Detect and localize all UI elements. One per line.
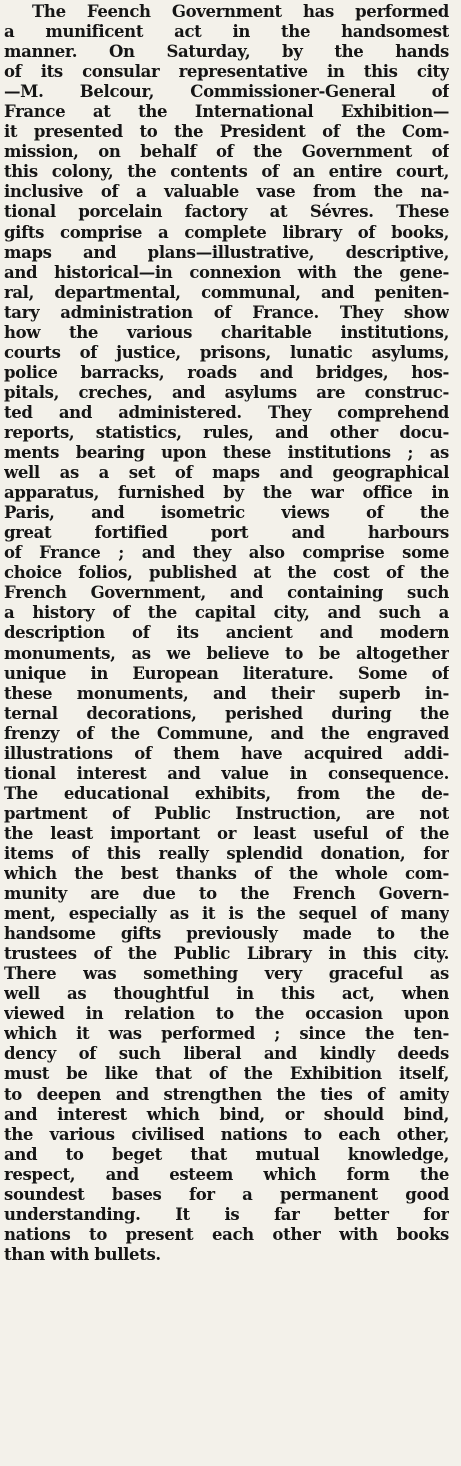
article-line: French Government, and containing such [4, 583, 449, 603]
article-line: the least important or least useful of the [4, 823, 449, 843]
article-line: manner. On Saturday, by the hands [4, 42, 449, 62]
article-line: ted and administered. They comprehend [4, 402, 449, 422]
article-line: The educational exhibits, from the de- [4, 783, 449, 803]
article-line: maps and plans—illustrative, descriptive, [4, 242, 449, 262]
article-line: a history of the capital city, and such a [4, 603, 449, 623]
article-line: respect, and esteem which form the [4, 1164, 449, 1184]
article-line: and interest which bind, or should bind, [4, 1104, 449, 1124]
article-line: France at the International Exhibition— [4, 102, 449, 122]
article-line: police barracks, roads and bridges, hos- [4, 362, 449, 382]
article-line: description of its ancient and modern [4, 623, 449, 643]
article-line: pitals, creches, and asylums are construc- [4, 382, 449, 402]
article-line: munity are due to the French Govern- [4, 884, 449, 904]
article-line: apparatus, furnished by the war office in [4, 483, 449, 503]
article-line: viewed in relation to the occasion upon [4, 1004, 449, 1024]
article-line: which the best thanks of the whole com- [4, 864, 449, 884]
article-line: frenzy of the Commune, and the engraved [4, 723, 449, 743]
article-line: of its consular representative in this city [4, 62, 449, 82]
article-line: this colony, the contents of an entire court, [4, 162, 449, 182]
article-line: than with bullets. [4, 1244, 161, 1264]
article-line: these monuments, and their superb in- [4, 683, 449, 703]
article-line: understanding. It is far better for [4, 1204, 449, 1224]
article-line: it presented to the President of the Com- [4, 122, 449, 142]
article-line: the various civilised nations to each other, [4, 1124, 449, 1144]
article-line: and to beget that mutual knowledge, [4, 1144, 449, 1164]
article-line: ternal decorations, perished during the [4, 703, 449, 723]
article-line: well as a set of maps and geographical [4, 463, 449, 483]
article-line: ral, departmental, communal, and peniten- [4, 282, 449, 302]
article-line: great fortified port and harbours [4, 523, 449, 543]
article-line: soundest bases for a permanent good [4, 1184, 449, 1204]
article-line: of France ; and they also comprise some [4, 543, 449, 563]
article-line: reports, statistics, rules, and other docu- [4, 422, 449, 442]
article-line: trustees of the Public Library in this city. [4, 944, 449, 964]
article-line: monuments, as we believe to be altogether [4, 643, 449, 663]
article-line: inclusive of a valuable vase from the na- [4, 182, 449, 202]
article-line: must be like that of the Exhibition itself, [4, 1064, 449, 1084]
article-line: illustrations of them have acquired addi- [4, 743, 449, 763]
article-line: gifts comprise a complete library of books, [4, 222, 449, 242]
article-line: Paris, and isometric views of the [4, 503, 449, 523]
article-line: courts of justice, prisons, lunatic asylums, [4, 342, 449, 362]
article-line: tional porcelain factory at Sévres. These [4, 202, 449, 222]
article-line: nations to present each other with books [4, 1224, 449, 1244]
article-line: well as thoughtful in this act, when [4, 984, 449, 1004]
article-line: which it was performed ; since the ten- [4, 1024, 449, 1044]
article-line: choice folios, published at the cost of the [4, 563, 449, 583]
article-line: and historical—in connexion with the gene- [4, 262, 449, 282]
article-line: dency of such liberal and kindly deeds [4, 1044, 449, 1064]
article-line: tional interest and value in consequence. [4, 763, 449, 783]
article-line: a munificent act in the handsomest [4, 22, 449, 42]
article-line: handsome gifts previously made to the [4, 924, 449, 944]
article-line: —M. Belcour, Commissioner-General of [4, 82, 449, 102]
article-line: how the various charitable institutions, [4, 322, 449, 342]
article-line: items of this really splendid donation, for [4, 843, 449, 863]
article-line: There was something very graceful as [4, 964, 449, 984]
article-line: partment of Public Instruction, are not [4, 803, 449, 823]
article-column [4, 0, 449, 1265]
article-line: mission, on behalf of the Government of [4, 142, 449, 162]
article-line: to deepen and strengthen the ties of amity [4, 1084, 449, 1104]
article-first-line: The Feench Government has performed [32, 2, 449, 21]
article-line: tary administration of France. They show [4, 302, 449, 322]
article-line: unique in European literature. Some of [4, 663, 449, 683]
article-line: ment, especially as it is the sequel of many [4, 904, 449, 924]
article-line: ments bearing upon these institutions ; as [4, 443, 449, 463]
